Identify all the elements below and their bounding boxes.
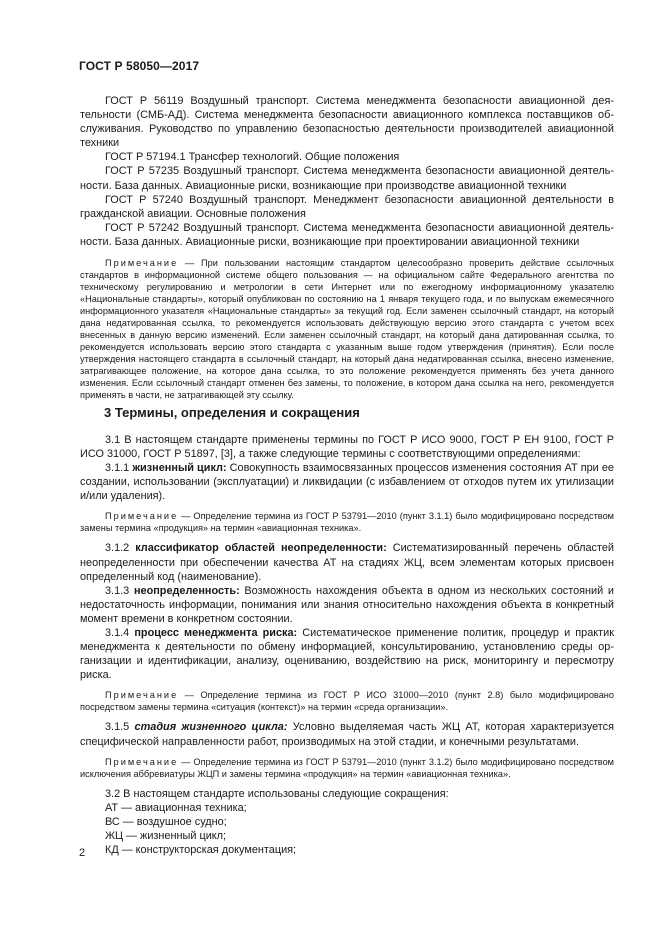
term-name: жизненный цикл: xyxy=(132,462,227,475)
note-label: Примечание xyxy=(105,258,179,269)
note-text: — Определение термина из ГОСТ Р 53791—2010 (пункт 3.1.1) было модифицировано посредством замены термина «продукция» на термин «авиационная техника». xyxy=(80,511,614,534)
term-definition: Совокупность взаимосвязанных процессов изменения состояния АТ при ее создании, использовании (эксплуатации) и ликвидации (с избавлением от отходов путем их утилизации и/или удаления). xyxy=(80,462,614,503)
term-name: процесс менеджмента риска: xyxy=(134,627,298,640)
note-label: Примечание xyxy=(105,690,179,701)
note-3-1-5 xyxy=(80,756,614,780)
term-definition: Систематизированный перечень областей неопределенности при обеспечении качества АТ на стадиях ЖЦ, всем элементам которых присвоен определенный код (наименование). xyxy=(80,542,614,583)
section-3-body xyxy=(80,433,614,857)
note-label: Примечание xyxy=(105,756,179,767)
term-number: 3.1.4 xyxy=(105,627,135,640)
para-3-2: 3.2 В настоящем стандарте использованы следующие сокращения: xyxy=(105,787,449,800)
term-name: стадия жизненного цикла: xyxy=(134,721,288,734)
abbr-item: КД — конструкторская документация; xyxy=(105,843,297,856)
term-number: 3.1.2 xyxy=(105,542,136,555)
term-definition: Условно выделяемая часть ЖЦ АТ, которая характеризуется специфической направленности работ, производимых на этой стадии, и конечными результатами. xyxy=(80,721,614,748)
term-definition: Возможность нахождения объекта в одном из нескольких состояний и недостаточность информации, понимания или знания относительно нахождения объекта в конкретный момент времени в конкретном состоянии. xyxy=(80,584,615,625)
section-heading: 3 Термины, определения и сокращения xyxy=(104,405,360,420)
term-3-1-3 xyxy=(80,584,614,626)
page-number: 2 xyxy=(79,847,86,859)
page-header-title: ГОСТ Р 58050—2017 xyxy=(79,59,200,73)
term-3-1-4 xyxy=(80,626,614,682)
abbr-item: ВС — воздушное судно; xyxy=(105,815,227,828)
note-text: — При пользовании настоящим стандартом целесообразно проверить действие ссылочных стандартов в информационной системе общего пользования — на официальном сайте Федерального агентства по техническому регулированию и метрологии в сети Интернет или по ежегодному информационному указателю «Национальные стандарты», который опубликован по состоянию на 1 января текущего года, и по выпускам ежемесячного информационного указателя «Национальные стандарты» за текущий год. Если заменен ссылочный стандарт, на который дана недатированная ссылка, то рекомендуется использовать действующую версию этого стандарта с учетом всех внесенных в данную версию изменений. Если заменен ссылочный стандарт, на который дана датированная ссылка, то рекомендуется использовать версию этого стандарта с указанным выше годом утверждения (принятия). Если после утверждения настоящего стандарта в ссылочный стандарт, на который дана недатированная ссылка, внесено изменение, затрагивающее положение, на которое дана ссылка, то это положение рекомендуется применять без учета данного изменения. Если ссылочный стандарт отменен без замены, то положение, в котором дана ссылка на него, рекомендуется применять в части, не затрагивающей эту ссылку. xyxy=(80,258,614,401)
references-block xyxy=(80,94,614,401)
ref-item: ГОСТ Р 57242 Воздушный транспорт. Система менеджмента безопасности авиационной деятельности. База данных. Авиационные риски, возникающие при проектировании авиационной техники xyxy=(80,221,614,248)
abbr-item: АТ — авиационная техника; xyxy=(105,801,247,814)
note-text: — Определение термина из ГОСТ Р ИСО 31000—2010 (пункт 2.8) было модифицировано посредством замены термина «ситуация (контекст)» на термин «среда организации». xyxy=(80,690,614,713)
references-note xyxy=(80,257,614,401)
ref-item: ГОСТ Р 57235 Воздушный транспорт. Система менеджмента безопасности авиационной деятельности. База данных. Авиационные риски, возникающие при производстве авиационной техники xyxy=(80,165,614,192)
ref-item: ГОСТ Р 56119 Воздушный транспорт. Система менеджмента безопасности авиационной деятельности (СМБ-АД). Система менеджмента безопасности авиационного комплекса поставщиков обслуживания. Руководство по управлению безопасностью деятельности производителей авиационной техники xyxy=(80,95,614,150)
term-number: 3.1.5 xyxy=(105,721,135,734)
note-3-1-4 xyxy=(80,689,614,713)
ref-item: ГОСТ Р 57194.1 Трансфер технологий. Общие положения xyxy=(105,151,400,164)
abbr-item: ЖЦ — жизненный цикл; xyxy=(105,829,227,842)
term-3-1-1 xyxy=(80,461,614,503)
note-label: Примечание xyxy=(105,511,179,522)
term-definition: Систематическое применение политик, процедур и практик менеджмента к деятельности по обмену информацией, консультированию, установлению среды организации и идентификации, анализу, оцениванию, воздействию на риск, мониторингу и пересмотру риска. xyxy=(80,627,615,682)
term-number: 3.1.3 xyxy=(105,584,134,597)
note-text: — Определение термина из ГОСТ Р 53791—2010 (пункт 3.1.2) было модифицировано посредством исключения аббревиатуры ЖЦП и замены термина «продукция» на термин «авиационная техника». xyxy=(80,756,614,779)
term-name: классификатор областей неопределенности: xyxy=(135,542,387,555)
para-3-1: 3.1 В настоящем стандарте применены термины по ГОСТ Р ИСО 9000, ГОСТ Р ЕН 9100, ГОСТ Р ИСО 31000, ГОСТ Р 51897, [3], а также следующие термины с соответствующими определениями: xyxy=(80,434,614,461)
ref-item: ГОСТ Р 57240 Воздушный транспорт. Менеджмент безопасности авиационной деятельности в гражданской авиации. Основные положения xyxy=(80,193,614,220)
term-3-1-2 xyxy=(80,541,614,583)
term-number: 3.1.1 xyxy=(105,462,133,475)
note-3-1-1 xyxy=(80,510,614,534)
term-3-1-5 xyxy=(80,720,614,748)
term-name: неопределенность: xyxy=(133,584,240,597)
